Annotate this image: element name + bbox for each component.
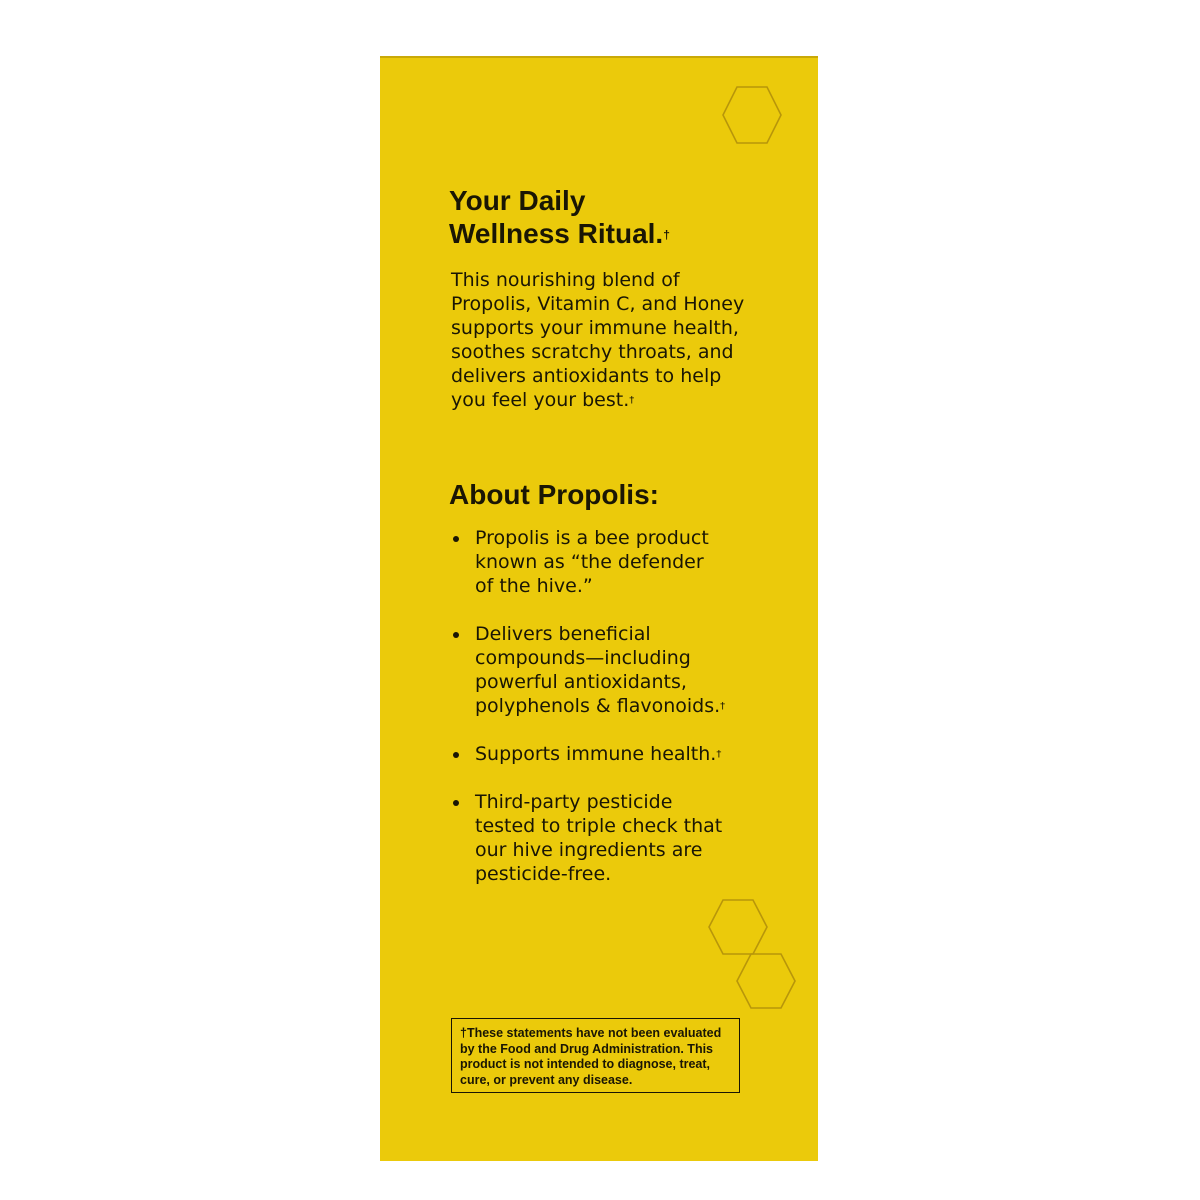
disclaimer-line: cure, or prevent any disease. — [460, 1072, 633, 1087]
bullet-line: Delivers beneficial — [475, 623, 651, 645]
footnote-mark: † — [629, 395, 635, 406]
footnote-mark: † — [663, 228, 670, 242]
bullet-line: powerful antioxidants, — [475, 671, 687, 693]
footnote-mark: † — [720, 701, 726, 712]
list-item — [451, 622, 781, 718]
list-item — [451, 790, 781, 886]
bullet-line: Third-party pesticide — [475, 791, 673, 813]
bullet-icon — [453, 752, 459, 758]
bullet-line: of the hive.” — [475, 575, 593, 597]
about-title: About Propolis: — [449, 479, 659, 510]
list-item — [451, 742, 781, 766]
bullet-line-last — [475, 694, 781, 718]
bullet-line: Supports immune health. — [475, 743, 717, 765]
disclaimer-line: †These statements have not been evaluated — [460, 1026, 722, 1040]
headline — [449, 184, 779, 250]
bullet-line: polyphenols & flavonoids. — [475, 695, 721, 717]
intro-line: supports your immune health, — [451, 317, 739, 339]
intro-line-last — [451, 388, 791, 412]
intro-line: you feel your best. — [451, 389, 630, 411]
intro-line: Propolis, Vitamin C, and Honey — [451, 293, 745, 315]
disclaimer-line: product is not intended to diagnose, treat, — [460, 1057, 711, 1071]
bullet-line: Propolis is a bee product — [475, 527, 709, 549]
about-bullet-list — [451, 526, 781, 910]
footnote-mark: † — [716, 749, 722, 760]
bullet-line: tested to triple check that — [475, 815, 723, 837]
intro-line: delivers antioxidants to help — [451, 365, 722, 387]
bullet-line: compounds—including — [475, 647, 691, 669]
fda-disclaimer-box — [451, 1018, 740, 1093]
bullet-line: our hive ingredients are — [475, 839, 703, 861]
intro-line: soothes scratchy throats, and — [451, 341, 734, 363]
disclaimer-line: by the Food and Drug Administration. This — [460, 1041, 714, 1056]
hexagon-icon — [721, 85, 783, 145]
bullet-icon — [453, 800, 459, 806]
bullet-icon — [453, 536, 459, 542]
headline-line-2-text: Wellness Ritual. — [449, 218, 664, 249]
bullet-line-last — [475, 742, 781, 766]
bullet-line: pesticide-free. — [475, 863, 612, 885]
bullet-line: known as “the defender — [475, 551, 704, 573]
honeycomb-icon — [706, 898, 798, 1012]
bullet-icon — [453, 632, 459, 638]
intro-paragraph — [451, 268, 791, 412]
headline-line-2 — [449, 217, 779, 250]
headline-line-1: Your Daily — [449, 185, 586, 216]
list-item — [451, 526, 781, 598]
intro-line: This nourishing blend of — [451, 269, 680, 291]
